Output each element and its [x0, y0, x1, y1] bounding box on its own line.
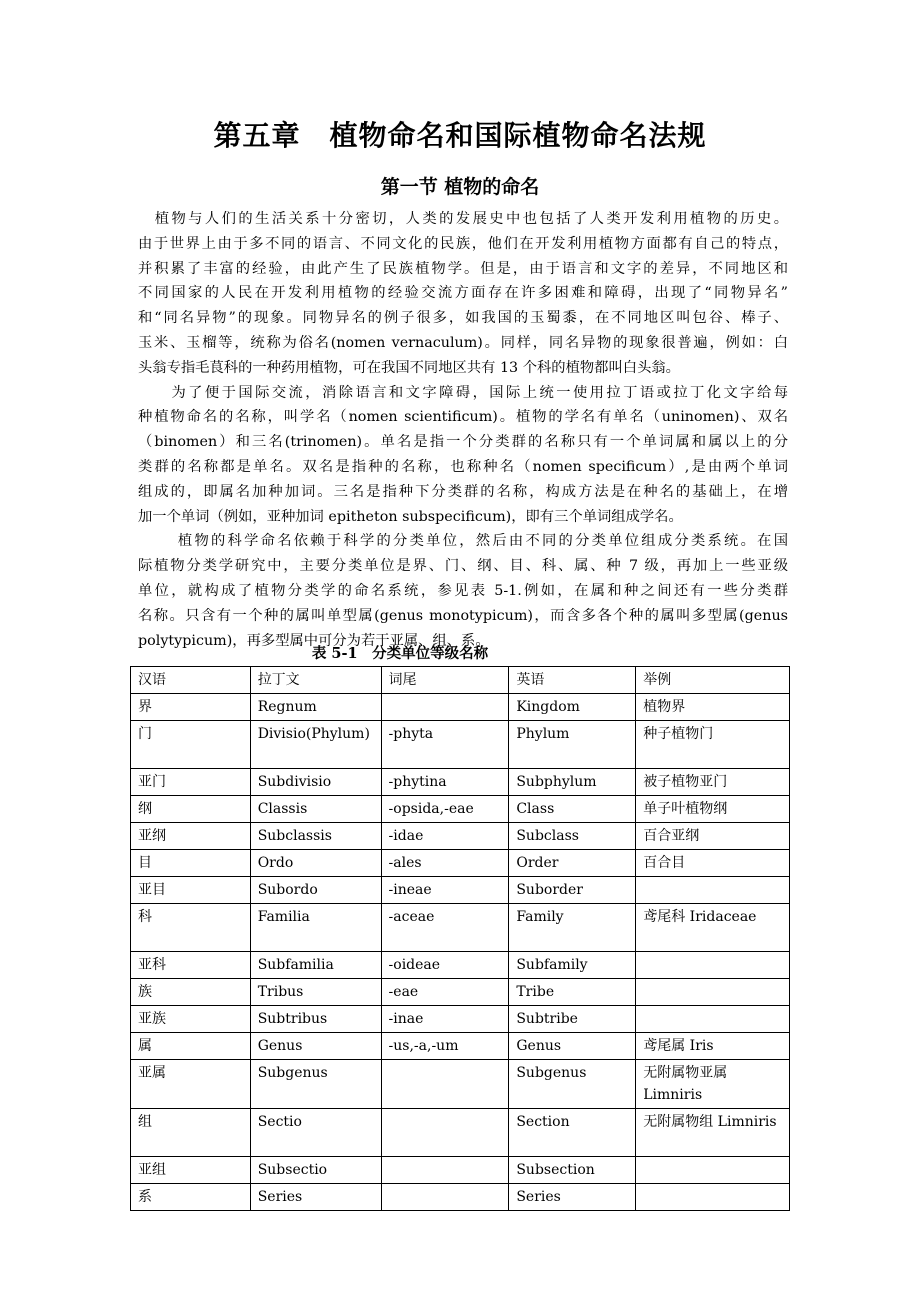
- table-cell: -ales: [381, 850, 509, 877]
- table-cell: 无附属物组 Limniris: [636, 1109, 790, 1157]
- table-cell: Phylum: [509, 721, 636, 769]
- header-cell: 拉丁文: [250, 667, 381, 694]
- table-cell: Series: [250, 1184, 381, 1211]
- table-cell: [636, 1184, 790, 1211]
- table-cell: -aceae: [381, 904, 509, 952]
- paragraph-line: 植物的科学命名依赖于科学的分类单位，然后由不同的分类单位组成分类系统。在国: [138, 533, 788, 550]
- table-cell: -eae: [381, 979, 509, 1006]
- table-row: [131, 721, 790, 769]
- table-row: [131, 823, 790, 850]
- table-row: [131, 769, 790, 796]
- table-row: [131, 1033, 790, 1060]
- table-cell: Regnum: [250, 694, 381, 721]
- paragraph-line: 玉米、玉榴等，统称为俗名(nomen vernaculum)。同样，同名异物的现象很普遍，例如：白: [138, 334, 788, 351]
- header-cell: 词尾: [381, 667, 509, 694]
- table-cell: Series: [509, 1184, 636, 1211]
- table-row: [131, 1184, 790, 1211]
- table-cell: [636, 877, 790, 904]
- table-cell: Tribus: [250, 979, 381, 1006]
- paragraph-line: 种植物命名的名称，叫学名（nomen scientificum)。植物的学名有单名（uninomen)、双名: [138, 409, 788, 426]
- table-cell: [636, 1006, 790, 1033]
- table-cell: Kingdom: [509, 694, 636, 721]
- table-cell: Subordo: [250, 877, 381, 904]
- table-cell: Ordo: [250, 850, 381, 877]
- table-cell: 界: [131, 694, 251, 721]
- table-cell: 亚科: [131, 952, 251, 979]
- table-cell: [381, 1060, 509, 1109]
- table-cell: 被子植物亚门: [636, 769, 790, 796]
- paragraph-line: 加一个单词（例如，亚种加词 epitheton subspecificum)，即有三个单词组成学名。: [138, 508, 683, 525]
- table-cell: Suborder: [509, 877, 636, 904]
- paragraph-line: 为了便于国际交流，消除语言和文字障碍，国际上统一使用拉丁语或拉丁化文字给每: [138, 384, 788, 401]
- table-row: [131, 796, 790, 823]
- chapter-title: 第五章 植物命名和国际植物命名法规: [213, 119, 707, 152]
- table-cell: Order: [509, 850, 636, 877]
- table-cell: 百合目: [636, 850, 790, 877]
- table-cell: Subtribe: [509, 1006, 636, 1033]
- table-cell: Subdivisio: [250, 769, 381, 796]
- paragraph-line: 并积累了丰富的经验，由此产生了民族植物学。但是，由于语言和文字的差异，不同地区和: [138, 260, 788, 277]
- table-cell: 目: [131, 850, 251, 877]
- table-row: [131, 1109, 790, 1157]
- paragraph-line: 由于世界上由于多不同的语言、不同文化的民族，他们在开发利用植物方面都有自己的特点，: [138, 235, 788, 252]
- table-cell: Genus: [250, 1033, 381, 1060]
- table-row: [131, 850, 790, 877]
- table-cell: [381, 1184, 509, 1211]
- table-cell: 科: [131, 904, 251, 952]
- table-cell: 亚门: [131, 769, 251, 796]
- table-cell: Subtribus: [250, 1006, 381, 1033]
- paragraph-line: （binomen）和三名(trinomen)。单名是指一个分类群的名称只有一个单词属和属以上的分: [138, 434, 788, 451]
- table-cell: 亚纲: [131, 823, 251, 850]
- table-cell: 百合亚纲: [636, 823, 790, 850]
- table-cell: -inae: [381, 1006, 509, 1033]
- table-cell: Subsectio: [250, 1157, 381, 1184]
- table-cell: Section: [509, 1109, 636, 1157]
- table-cell: -idae: [381, 823, 509, 850]
- table-cell: Classis: [250, 796, 381, 823]
- table-cell: Subsection: [509, 1157, 636, 1184]
- table-cell: 鸢尾属 Iris: [636, 1033, 790, 1060]
- table-cell: -oideae: [381, 952, 509, 979]
- table-cell: [381, 1109, 509, 1157]
- table-cell: 鸢尾科 Iridaceae: [636, 904, 790, 952]
- table-cell: Tribe: [509, 979, 636, 1006]
- table-cell: [381, 1157, 509, 1184]
- table-cell: 亚族: [131, 1006, 251, 1033]
- paragraph-line: 类群的名称都是单名。双名是指种的名称，也称种名（nomen specificum）,是由两个单词: [138, 458, 788, 475]
- paragraph-line: 际植物分类学研究中，主要分类单位是界、门、纲、目、科、属、种 7 级，再加上一些亚级: [138, 558, 788, 575]
- section-title: 第一节 植物的命名: [380, 176, 540, 198]
- table-cell: 亚组: [131, 1157, 251, 1184]
- table-cell: Divisio(Phylum): [250, 721, 381, 769]
- table-cell: 无附属物亚属 Limniris: [636, 1060, 790, 1109]
- table-cell: Subphylum: [509, 769, 636, 796]
- table-cell: -opsida,-eae: [381, 796, 509, 823]
- table-cell: Sectio: [250, 1109, 381, 1157]
- table-row: [131, 1060, 790, 1109]
- table-row: [131, 1006, 790, 1033]
- table-cell: 门: [131, 721, 251, 769]
- table-cell: 纲: [131, 796, 251, 823]
- paragraph-line: 单位，就构成了植物分类学的命名系统，参见表 5-1.例如，在属和种之间还有一些分类群: [138, 582, 788, 599]
- header-cell: 汉语: [131, 667, 251, 694]
- table-cell: 单子叶植物纲: [636, 796, 790, 823]
- table-cell: Subfamilia: [250, 952, 381, 979]
- table-cell: [636, 979, 790, 1006]
- body-text: [138, 207, 788, 653]
- taxonomic-rank-table: [130, 666, 790, 1211]
- table-cell: Class: [509, 796, 636, 823]
- header-cell: 英语: [509, 667, 636, 694]
- table-cell: Subfamily: [509, 952, 636, 979]
- table-cell: -phyta: [381, 721, 509, 769]
- paragraph-line: 和“同名异物”的现象。同物异名的例子很多，如我国的玉蜀黍，在不同地区叫包谷、棒子、: [138, 310, 788, 327]
- table-cell: [636, 952, 790, 979]
- header-cell: 举例: [636, 667, 790, 694]
- table-cell: 系: [131, 1184, 251, 1211]
- table-cell: 属: [131, 1033, 251, 1060]
- table-cell: 亚属: [131, 1060, 251, 1109]
- paragraph-line: 组成的，即属名加种加词。三名是指种下分类群的名称，构成方法是在种名的基础上，在增: [138, 483, 788, 500]
- paragraph-line: 植物与人们的生活关系十分密切，人类的发展史中也包括了人类开发利用植物的历史。: [138, 211, 788, 227]
- table-cell: 族: [131, 979, 251, 1006]
- table-row: [131, 877, 790, 904]
- table-cell: 亚目: [131, 877, 251, 904]
- table-cell: -us,-a,-um: [381, 1033, 509, 1060]
- table-row: [131, 979, 790, 1006]
- table-cell: Subgenus: [250, 1060, 381, 1109]
- table-cell: -phytina: [381, 769, 509, 796]
- table-cell: 种子植物门: [636, 721, 790, 769]
- paragraph-line: 不同国家的人民在开发利用植物的经验交流方面存在许多困难和障碍，出现了“同物异名”: [138, 285, 788, 302]
- table-cell: Familia: [250, 904, 381, 952]
- table-cell: Subclassis: [250, 823, 381, 850]
- table-cell: [636, 1157, 790, 1184]
- table-row: [131, 904, 790, 952]
- paragraph-line: polytypicum)，再多型属中可分为若干亚属、组、系。: [138, 632, 490, 649]
- table-cell: Family: [509, 904, 636, 952]
- table-cell: Subgenus: [509, 1060, 636, 1109]
- table-cell: 植物界: [636, 694, 790, 721]
- table-row: [131, 694, 790, 721]
- table-cell: [381, 694, 509, 721]
- table-row: [131, 952, 790, 979]
- table-header-row: [131, 667, 790, 694]
- table-cell: Genus: [509, 1033, 636, 1060]
- paragraph-line: 头翁专指毛茛科的一种药用植物，可在我国不同地区共有 13 个科的植物都叫白头翁。: [138, 359, 680, 376]
- table-cell: Subclass: [509, 823, 636, 850]
- table-row: [131, 1157, 790, 1184]
- table-caption: 表 5-1 分类单位等级名称: [311, 645, 489, 662]
- paragraph-line: 名称。只含有一个种的属叫单型属(genus monotypicum)，而含多各个种的属叫多型属(genus: [138, 607, 788, 624]
- table-cell: 组: [131, 1109, 251, 1157]
- table-cell: -ineae: [381, 877, 509, 904]
